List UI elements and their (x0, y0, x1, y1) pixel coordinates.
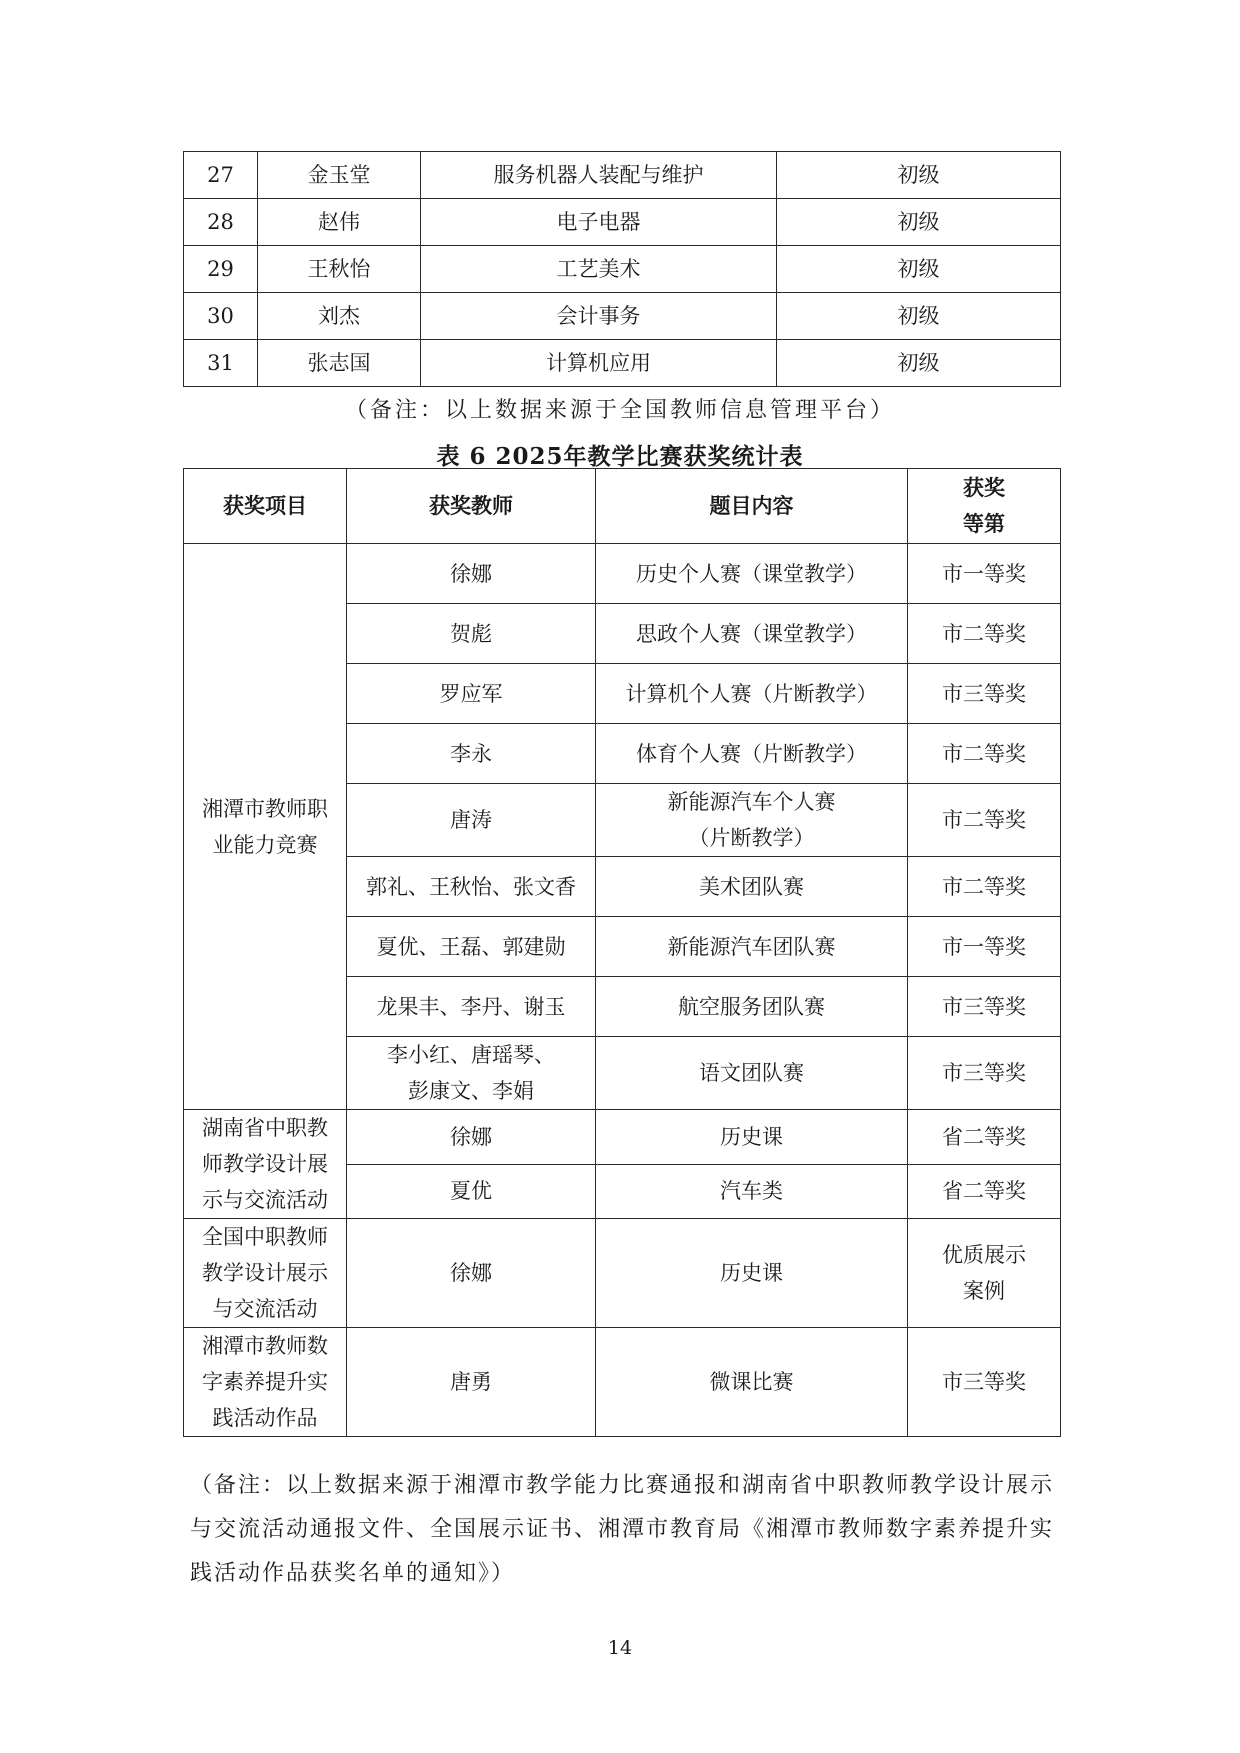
cell-rank (908, 664, 1061, 724)
cell-no: 28 (184, 199, 258, 246)
cell-line: 罗应军 (439, 681, 503, 706)
cell-line: 贺彪 (450, 621, 492, 646)
cell-content (596, 977, 908, 1037)
cell-content (596, 857, 908, 917)
cell-line: 郭礼、王秋怡、张文香 (366, 874, 576, 899)
cell-rank (908, 604, 1061, 664)
cell-teacher (347, 1328, 596, 1437)
cell-line: 优质展示 (942, 1243, 1026, 1267)
cell-line: 龙果丰、李丹、谢玉 (376, 994, 566, 1019)
cell-no: 30 (184, 293, 258, 340)
cell-name: 金玉堂 (258, 152, 421, 199)
teacher-level-table (183, 151, 1061, 387)
cell-line: 徐娜 (450, 1261, 492, 1285)
cell-content (596, 664, 908, 724)
page-number: 14 (607, 1637, 633, 1659)
cell-line: 美术团队赛 (699, 874, 804, 899)
cell-line: 与交流活动 (212, 1297, 318, 1321)
cell-line: 新能源汽车个人赛 (667, 790, 836, 814)
cell-line: 市一等奖 (942, 934, 1026, 959)
cell-line: 汽车类 (720, 1179, 783, 1204)
cell-project (184, 544, 347, 1110)
cell-no: 29 (184, 246, 258, 293)
cell-subject: 工艺美术 (421, 246, 777, 293)
cell-rank (908, 724, 1061, 784)
cell-line: 李小红、唐瑶琴、 (387, 1043, 555, 1067)
header-content: 题目内容 (596, 469, 908, 544)
table-row (184, 1328, 1061, 1437)
cell-line: 李永 (450, 741, 492, 766)
cell-rank (908, 977, 1061, 1037)
cell-teacher (347, 917, 596, 977)
cell-project (184, 1110, 347, 1219)
cell-line: 市三等奖 (942, 681, 1026, 706)
cell-line: 全国中职教师 (202, 1225, 328, 1249)
cell-teacher (347, 784, 596, 857)
cell-name: 张志国 (258, 340, 421, 387)
cell-rank (908, 784, 1061, 857)
cell-line: 徐娜 (450, 561, 492, 586)
header-project: 获奖项目 (184, 469, 347, 544)
cell-line: 师教学设计展 (202, 1152, 328, 1176)
cell-teacher (347, 604, 596, 664)
cell-rank (908, 1219, 1061, 1328)
cell-content (596, 784, 908, 857)
cell-line: 夏优 (450, 1179, 492, 1204)
cell-line: 历史个人赛（课堂教学） (636, 561, 867, 586)
cell-content (596, 544, 908, 604)
cell-line: 湘潭市教师职 (202, 796, 328, 821)
table-row (184, 340, 1061, 387)
cell-line: 践活动作品 (212, 1406, 318, 1430)
cell-line: 历史课 (720, 1261, 783, 1285)
cell-subject: 服务机器人装配与维护 (421, 152, 777, 199)
cell-line: 语文团队赛 (699, 1061, 804, 1085)
cell-line: 业能力竞赛 (212, 832, 318, 857)
cell-content (596, 917, 908, 977)
cell-content (596, 1110, 908, 1165)
table-row (184, 1219, 1061, 1328)
header-rank (908, 469, 1061, 544)
cell-line: 市二等奖 (942, 874, 1026, 899)
cell-line: 彭康文、李娟 (408, 1079, 534, 1103)
cell-subject: 会计事务 (421, 293, 777, 340)
cell-name: 赵伟 (258, 199, 421, 246)
cell-line: 省二等奖 (942, 1179, 1026, 1204)
cell-line: 市一等奖 (942, 561, 1026, 586)
cell-no: 31 (184, 340, 258, 387)
cell-line: 字素养提升实 (202, 1370, 328, 1394)
cell-line: 市二等奖 (942, 808, 1026, 832)
cell-line: 计算机个人赛（片断教学） (625, 681, 878, 706)
awards-note-source: （备注：以上数据来源于湘潭市教学能力比赛通报和湖南省中职教师教学设计展示与交流活动通报文件、全国展示证书、湘潭市教育局《湘潭市教师数字素养提升实践活动作品获奖名单的通知》） (190, 1473, 1055, 1586)
cell-line: 新能源汽车团队赛 (667, 934, 836, 959)
cell-teacher (347, 664, 596, 724)
table-row (184, 246, 1061, 293)
header-rank-line1: 获奖 (963, 475, 1005, 500)
cell-name: 刘杰 (258, 293, 421, 340)
cell-line: 省二等奖 (942, 1124, 1026, 1149)
cell-line: 市二等奖 (942, 621, 1026, 646)
cell-line: 航空服务团队赛 (678, 994, 825, 1019)
cell-project (184, 1328, 347, 1437)
cell-line: 体育个人赛（片断教学） (636, 741, 867, 766)
cell-line: 徐娜 (450, 1124, 492, 1149)
table-row (184, 544, 1061, 604)
awards-table (183, 468, 1061, 1437)
cell-line: 唐勇 (450, 1370, 492, 1394)
cell-line: 微课比赛 (709, 1370, 794, 1394)
cell-content (596, 1037, 908, 1110)
cell-teacher (347, 724, 596, 784)
cell-line: 夏优、王磊、郭建勋 (376, 934, 566, 959)
cell-line: 教学设计展示 (202, 1261, 328, 1285)
cell-level: 初级 (777, 340, 1061, 387)
header-rank-line2: 等第 (963, 511, 1005, 536)
table-note-source: （备注：以上数据来源于全国教师信息管理平台） (344, 398, 895, 423)
cell-content (596, 1164, 908, 1219)
table-row (184, 199, 1061, 246)
cell-line: 思政个人赛（课堂教学） (636, 621, 867, 646)
cell-project (184, 1219, 347, 1328)
cell-rank (908, 917, 1061, 977)
cell-content (596, 1219, 908, 1328)
cell-rank (908, 1328, 1061, 1437)
table-row (184, 1110, 1061, 1165)
cell-no: 27 (184, 152, 258, 199)
cell-content (596, 1328, 908, 1437)
cell-rank (908, 1164, 1061, 1219)
cell-level: 初级 (777, 152, 1061, 199)
cell-line: 唐涛 (450, 808, 492, 832)
cell-teacher (347, 1110, 596, 1165)
cell-line: 历史课 (720, 1124, 783, 1149)
table-row (184, 293, 1061, 340)
cell-teacher (347, 857, 596, 917)
cell-teacher (347, 1164, 596, 1219)
cell-line: 市三等奖 (942, 1370, 1026, 1394)
cell-content (596, 724, 908, 784)
table-caption: 表 6 2025年教学比赛获奖统计表 (436, 443, 804, 470)
cell-line: 案例 (963, 1279, 1005, 1303)
cell-teacher (347, 977, 596, 1037)
header-teacher: 获奖教师 (347, 469, 596, 544)
cell-teacher (347, 1037, 596, 1110)
cell-subject: 计算机应用 (421, 340, 777, 387)
cell-level: 初级 (777, 293, 1061, 340)
cell-line: 湖南省中职教 (202, 1116, 328, 1140)
cell-rank (908, 857, 1061, 917)
awards-header-row (184, 469, 1061, 544)
cell-level: 初级 (777, 246, 1061, 293)
cell-name: 王秋怡 (258, 246, 421, 293)
table-row (184, 152, 1061, 199)
cell-level: 初级 (777, 199, 1061, 246)
cell-line: （片断教学） (688, 826, 815, 850)
cell-line: 示与交流活动 (202, 1188, 328, 1212)
cell-line: 市三等奖 (942, 994, 1026, 1019)
cell-line: 市三等奖 (942, 1061, 1026, 1085)
cell-rank (908, 544, 1061, 604)
cell-rank (908, 1110, 1061, 1165)
cell-content (596, 604, 908, 664)
cell-line: 湘潭市教师数 (202, 1334, 328, 1358)
cell-subject: 电子电器 (421, 199, 777, 246)
cell-line: 市二等奖 (942, 741, 1026, 766)
cell-teacher (347, 1219, 596, 1328)
cell-teacher (347, 544, 596, 604)
cell-rank (908, 1037, 1061, 1110)
